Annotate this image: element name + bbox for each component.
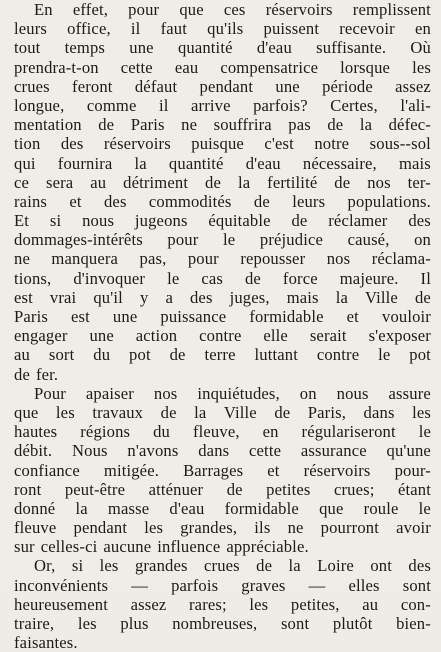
word: lorsque — [340, 57, 391, 77]
word: le — [418, 498, 431, 518]
word: crues — [14, 76, 50, 96]
word: fournira — [57, 153, 113, 173]
word: les — [144, 518, 164, 538]
word: préjudice — [259, 230, 323, 250]
article-line — [0, 556, 431, 575]
article-line — [0, 307, 431, 326]
word: on — [299, 383, 317, 403]
word: en — [414, 19, 431, 39]
article-line — [0, 576, 431, 595]
word: puissance — [160, 307, 227, 326]
article-line — [0, 192, 431, 211]
article-line — [0, 115, 431, 134]
word: une — [112, 307, 138, 326]
word: action — [135, 326, 178, 346]
word: sera — [45, 172, 74, 192]
word: parfois? — [253, 95, 308, 115]
word: populations. — [347, 191, 431, 211]
word: engager — [14, 326, 68, 346]
word: nos — [326, 249, 351, 269]
word: est — [14, 287, 33, 307]
word: qu'ils — [207, 19, 244, 39]
word: longue, — [14, 95, 65, 115]
word: ont — [370, 556, 392, 576]
word: serait — [309, 326, 347, 346]
word: inconvénients — [14, 575, 109, 595]
word: les — [249, 594, 269, 614]
word: Où — [410, 38, 431, 58]
word: force — [282, 268, 318, 288]
word: ront — [14, 479, 42, 499]
word: sort — [48, 345, 75, 365]
article-line — [0, 249, 431, 268]
word: la — [194, 402, 207, 422]
word: de — [274, 402, 291, 422]
word: de — [226, 479, 243, 499]
word: défec- — [388, 115, 431, 135]
article-line — [0, 154, 431, 173]
word: pour — [167, 230, 199, 250]
article-line — [0, 211, 431, 230]
word: le — [223, 230, 236, 250]
word: s'exposer — [368, 326, 431, 346]
article-line — [0, 96, 431, 115]
word: Nous — [72, 441, 108, 461]
word: de — [169, 345, 186, 365]
word: office, — [67, 19, 111, 39]
word: ne — [287, 518, 304, 538]
article-line — [0, 633, 431, 652]
word: vouloir — [382, 307, 431, 326]
word: d'eau — [245, 153, 281, 173]
word: juges, — [229, 287, 270, 307]
article-line — [0, 403, 431, 422]
word: dommages-intérêts — [14, 230, 143, 250]
word: pour — [187, 249, 219, 269]
article-line — [0, 0, 431, 19]
word: les — [412, 402, 431, 422]
word: fertilité — [267, 172, 318, 192]
word: feront — [72, 76, 113, 96]
word: plus — [120, 614, 149, 633]
word: assez — [395, 76, 431, 96]
word: sous--sol — [369, 134, 431, 154]
word: En — [34, 0, 53, 19]
word: réservoirs — [103, 134, 171, 154]
word: les — [99, 556, 119, 576]
word: et — [267, 460, 280, 480]
word: Et — [14, 211, 30, 231]
word: la — [134, 153, 147, 173]
word: Paris — [130, 115, 165, 135]
word: des — [408, 556, 431, 576]
word: luttant — [254, 345, 298, 365]
word: manquera — [51, 249, 119, 269]
word: con- — [400, 594, 431, 614]
word: de — [256, 556, 273, 576]
word: bien- — [396, 614, 431, 633]
word: faisantes. — [14, 633, 78, 652]
word: les — [77, 614, 97, 633]
word: fer. — [35, 364, 59, 384]
word: que — [179, 0, 204, 19]
word: celles-ci — [40, 537, 98, 557]
word: fleuve — [14, 518, 57, 538]
word: le — [378, 345, 391, 365]
article-line — [0, 173, 431, 192]
word: détriment — [123, 172, 189, 192]
word: mais — [286, 287, 319, 307]
word: pour- — [394, 460, 431, 480]
word: temps — [64, 38, 106, 58]
word: Paris, — [307, 402, 347, 422]
word: souffrira — [213, 115, 272, 135]
word: la — [237, 172, 251, 192]
word: de — [14, 364, 30, 384]
word: que — [14, 402, 39, 422]
word: en — [262, 422, 279, 442]
word: petites — [266, 479, 311, 499]
word: effet, — [72, 0, 109, 19]
word: réclama- — [371, 249, 431, 269]
article-line — [0, 537, 431, 556]
word: terre — [204, 345, 236, 365]
word: grandes, — [180, 518, 238, 538]
word: d'eau — [256, 38, 292, 58]
article-line — [0, 345, 431, 364]
word: rares; — [189, 594, 227, 614]
word: majeure. — [339, 268, 399, 288]
word: sont — [280, 614, 310, 633]
word: équitable — [208, 211, 271, 231]
word: cette — [120, 57, 153, 77]
article-line — [0, 77, 431, 96]
word: — — [308, 575, 326, 595]
article-line — [0, 518, 431, 537]
word: avoir — [396, 518, 431, 538]
word: une — [89, 326, 114, 346]
word: une — [275, 76, 300, 96]
word: tout — [14, 38, 41, 58]
word: heureusement — [14, 594, 108, 614]
article-line — [0, 58, 431, 77]
word: si — [71, 556, 84, 576]
word: pas, — [139, 249, 167, 269]
word: pot — [409, 345, 431, 365]
word: tion — [14, 134, 41, 154]
word: ne — [14, 249, 30, 269]
word: contre — [316, 345, 360, 365]
article-line — [0, 441, 431, 460]
word: — — [131, 575, 148, 595]
word: d'eau — [169, 498, 205, 518]
word: la — [359, 115, 373, 135]
word: quantité — [177, 38, 233, 58]
word: les — [55, 402, 75, 422]
article-line — [0, 614, 431, 633]
word: travaux — [92, 402, 144, 422]
word: commodités — [148, 191, 232, 211]
word: Ville — [223, 402, 257, 422]
word: a — [165, 287, 173, 307]
word: elle — [263, 326, 288, 346]
word: formidable — [224, 498, 299, 518]
word: dans — [363, 402, 395, 422]
word: tions, — [14, 268, 52, 288]
word: arrive — [191, 95, 231, 115]
article-line — [0, 38, 431, 57]
word: étant — [397, 479, 431, 499]
word: est — [70, 307, 90, 326]
word: il — [158, 95, 169, 115]
word: cas — [201, 268, 223, 288]
word: confiance — [14, 460, 80, 480]
word: faut — [160, 19, 188, 39]
word: de — [291, 211, 308, 231]
word: sur — [14, 537, 35, 557]
word: Ville — [365, 287, 398, 307]
article-line — [0, 230, 431, 249]
word: débit. — [14, 441, 53, 461]
word: de — [327, 115, 344, 135]
word: ce — [14, 172, 30, 192]
article-line — [0, 595, 431, 614]
article-line — [0, 461, 431, 480]
word: hautes — [14, 422, 58, 442]
word: donné — [14, 498, 56, 518]
word: on — [414, 230, 431, 250]
word: Paris — [14, 307, 48, 326]
word: une — [129, 38, 154, 58]
word: repousser — [240, 249, 306, 269]
word: le — [167, 268, 180, 288]
word: influence — [157, 537, 221, 557]
word: il — [130, 19, 141, 39]
word: ter- — [407, 172, 431, 192]
word: Pour — [34, 383, 66, 403]
word: des — [103, 191, 127, 211]
word: et — [346, 307, 359, 326]
word: de — [205, 172, 221, 192]
word: mais — [398, 153, 431, 173]
word: de — [98, 115, 115, 135]
word: roule — [363, 498, 399, 518]
word: nous — [82, 211, 115, 231]
word: Or, — [34, 556, 56, 576]
word: pas — [288, 115, 311, 135]
article-line — [0, 288, 431, 307]
word: c'est — [264, 134, 294, 154]
word: assez — [130, 594, 167, 614]
word: suffisante. — [316, 38, 387, 58]
word: masse — [107, 498, 150, 518]
word: du — [93, 345, 111, 365]
article-line — [0, 480, 431, 499]
word: jugeons — [134, 211, 188, 231]
word: atténuer — [148, 479, 204, 499]
article-line — [0, 134, 431, 153]
word: peut-être — [64, 479, 126, 499]
word: nos — [367, 172, 391, 192]
word: mentation — [14, 115, 82, 135]
word: au — [362, 594, 379, 614]
word: régions — [80, 422, 131, 442]
word: la — [288, 556, 301, 576]
word: pour — [128, 0, 160, 19]
word: apaiser — [85, 383, 134, 403]
word: de — [160, 402, 177, 422]
word: pendant — [73, 518, 128, 538]
word: contre — [199, 326, 242, 346]
word: elles — [348, 575, 380, 595]
word: grandes — [134, 556, 188, 576]
word: leurs — [292, 191, 326, 211]
word: appréciable. — [226, 537, 309, 557]
word: pot — [129, 345, 151, 365]
article-line — [0, 422, 431, 441]
word: qui — [14, 153, 36, 173]
word: que — [319, 498, 344, 518]
word: causé, — [347, 230, 390, 250]
article-line — [0, 326, 431, 345]
word: et — [69, 191, 82, 211]
word: d'invoquer — [73, 268, 146, 288]
word: Barrages — [183, 460, 244, 480]
word: remplissent — [352, 0, 431, 19]
word: ces — [223, 0, 246, 19]
word: de — [244, 268, 261, 288]
word: des — [408, 211, 431, 231]
word: cette — [249, 441, 282, 461]
word: y — [139, 287, 149, 307]
word: inquiétudes, — [197, 383, 280, 403]
word: comme — [86, 95, 137, 115]
word: défaut — [134, 76, 178, 96]
word: parfois — [171, 575, 219, 595]
word: Il — [420, 268, 431, 288]
word: rains — [14, 191, 48, 211]
word: n'avons — [127, 441, 179, 461]
article-line — [0, 269, 431, 288]
word: au — [90, 172, 107, 192]
word: nous — [336, 383, 369, 403]
word: réclamer — [328, 211, 388, 231]
word: petites, — [290, 594, 340, 614]
word: régulariseront — [301, 422, 396, 442]
word: crues — [204, 556, 240, 576]
word: Certes, — [330, 95, 378, 115]
word: graves — [241, 575, 286, 595]
word: vrai — [49, 287, 77, 307]
word: compensatrice — [220, 57, 319, 77]
word: plutôt — [332, 614, 373, 633]
word: pendant — [199, 76, 254, 96]
word: nos — [153, 383, 178, 403]
word: quantité — [168, 153, 224, 173]
word: la — [335, 287, 348, 307]
word: fleuve, — [192, 422, 240, 442]
word: mitigée. — [103, 460, 160, 480]
word: période — [322, 76, 373, 96]
word: assurance — [300, 441, 367, 461]
word: le — [418, 422, 431, 442]
word: ils — [254, 518, 271, 538]
word: réservoirs — [303, 460, 371, 480]
word: nécessaire, — [302, 153, 377, 173]
word: aucune — [103, 537, 152, 557]
word: leurs — [14, 19, 48, 39]
word: la — [75, 498, 88, 518]
word: ne — [181, 115, 198, 135]
word: notre — [314, 134, 350, 154]
word: du — [153, 422, 171, 442]
word: crues; — [333, 479, 375, 499]
word: réservoirs — [265, 0, 333, 19]
word: dans — [198, 441, 230, 461]
word: eau — [174, 57, 199, 77]
word: nombreuses, — [172, 614, 258, 633]
word: pourront — [320, 518, 380, 538]
article-line — [0, 499, 431, 518]
word: puissent — [263, 19, 320, 39]
word: assure — [388, 383, 431, 403]
word: puisque — [191, 134, 244, 154]
word: des — [189, 287, 213, 307]
word: les — [412, 57, 431, 77]
word: de — [334, 172, 351, 192]
article-line — [0, 19, 431, 38]
word: de — [253, 191, 270, 211]
word: traire, — [14, 614, 55, 633]
word: au — [14, 345, 30, 365]
article-line — [0, 365, 431, 384]
word: sont — [402, 575, 431, 595]
word: des — [60, 134, 84, 154]
word: qu'une — [386, 441, 431, 461]
word: Loire — [317, 556, 354, 576]
word: de — [414, 287, 431, 307]
word: qu'il — [93, 287, 123, 307]
word: si — [49, 211, 62, 231]
article-line — [0, 384, 431, 403]
word: prendra-t-on — [14, 57, 99, 77]
word: recevoir — [339, 19, 395, 39]
word: formidable — [249, 307, 324, 326]
word: l'ali- — [400, 95, 431, 115]
